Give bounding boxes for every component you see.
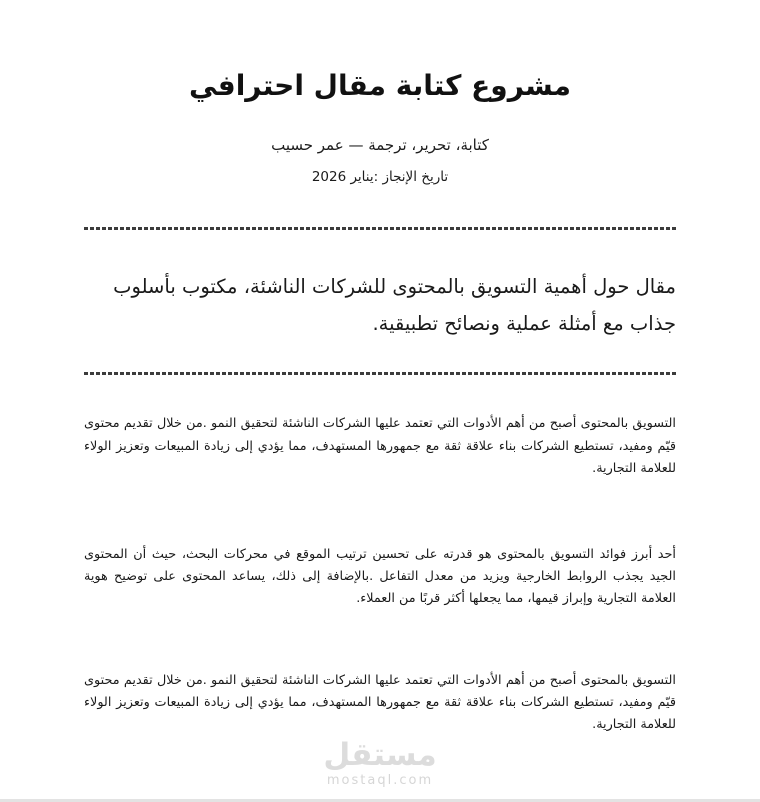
separator-dashed-bottom [84,372,676,375]
paragraph-1: التسويق بالمحتوى أصبح من أهم الأدوات التي تعتمد عليها الشركات الناشئة لتحقيق النمو .من خلال تقديم محتوى قيّم ومفيد، تستطيع الشركات بناء علاقة ثقة مع جمهورها المستهدف، مما يؤدي إلى زيادة المبيعات وتعزيز الولاء للعلامة التجارية. [84,416,676,476]
paragraph-2: أحد أبرز فوائد التسويق بالمحتوى هو قدرته على تحسين ترتيب الموقع في محركات البحث، حيث أن المحتوى الجيد يجذب الروابط الخارجية ويزيد من معدل التفاعل .بالإضافة إلى ذلك، يساعد المحتوى على توضيح هوية العلامة التجارية وإبراز قيمها، مما يجعلها أكثر قربًا من العملاء. [84,546,676,607]
separator-dashed-top [84,227,676,230]
paragraph-3: التسويق بالمحتوى أصبح من أهم الأدوات التي تعتمد عليها الشركات الناشئة لتحقيق النمو .من خلال تقديم محتوى قيّم ومفيد، تستطيع الشركات بناء علاقة ثقة مع جمهورها المستهدف، مما يؤدي إلى زيادة المبيعات وتعزيز الولاء للعلامة التجارية. [84,673,676,733]
mostaql-logo-text: مستقل [323,737,437,773]
mostaql-domain-text: mostaql.com [326,773,434,789]
doc-date-line: تاريخ الإنجاز :يناير 2026 [311,169,449,186]
document-body [0,68,760,737]
doc-summary: مقال حول أهمية التسويق بالمحتوى للشركات الناشئة، مكتوب بأسلوب جذاب مع أمثلة عملية ونصائح تطبيقية. [113,275,676,336]
doc-title: مشروع كتابة مقال احترافي [189,69,571,102]
doc-byline: كتابة، تحرير، ترجمة — عمر حسيب [271,136,489,155]
watermark [323,738,436,788]
